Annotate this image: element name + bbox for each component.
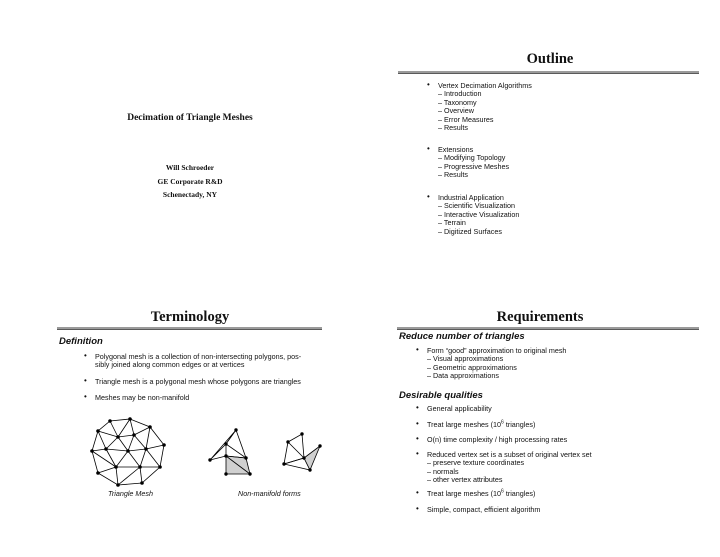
author-name: Will Schroeder: [165, 163, 215, 172]
non-manifold-figure: [200, 422, 330, 484]
slide-title: Decimation of Triangle Meshes: [127, 113, 253, 123]
req-bullet-form: [416, 347, 686, 381]
triangle-mesh-figure: [88, 417, 178, 489]
quality-subitem: – other vertex attributes: [427, 475, 503, 485]
exponent: 6: [501, 419, 504, 426]
outline-group-2: [427, 146, 687, 180]
req-subitem: – Data approximations: [427, 371, 499, 381]
outline-subitem: – Results: [438, 123, 468, 133]
author-block: [70, 161, 310, 202]
quality-large-meshes: [416, 421, 686, 429]
quality-text: O(n) time complexity / high processing rates: [427, 435, 568, 444]
quality-complexity: [416, 436, 686, 444]
bullet-icon: •: [84, 351, 87, 360]
outline-subitem: – Results: [438, 170, 468, 180]
req-subitem: – Visual approximations: [427, 354, 504, 364]
outline-group-label: Extensions: [438, 145, 474, 154]
quality-text: [427, 421, 686, 429]
quality-text-pre: Treat large meshes (10: [427, 420, 502, 429]
outline-subitem: – Interactive Visualization: [438, 209, 520, 219]
outline-subitem: – Progressive Meshes: [438, 161, 510, 171]
requirements-rule: [397, 327, 699, 330]
non-manifold-caption: Non-manifold forms: [238, 489, 301, 498]
definition-subheading: Definition: [59, 336, 103, 347]
outline-subitem: – Digitized Surfaces: [438, 226, 502, 236]
quality-vertex-subset: [416, 451, 686, 485]
quality-text: Simple, compact, efficient algorithm: [427, 505, 541, 514]
bullet-icon: •: [427, 80, 430, 89]
outline-group-label: Vertex Decimation Algorithms: [438, 81, 532, 90]
bullet-icon: •: [416, 488, 419, 497]
outline-subitem: – Terrain: [438, 218, 466, 228]
outline-subitem: – Error Measures: [438, 114, 494, 124]
quality-text-post: triangles): [503, 489, 536, 498]
quality-subitem: – normals: [427, 466, 459, 476]
author-affiliation: GE Corporate R&D: [157, 176, 223, 186]
term-bullet-text-cont: sibly joined along common edges or at vertices: [95, 360, 245, 370]
req-bullet-text: Form “good” approximation to original mesh: [427, 346, 567, 355]
bullet-icon: •: [416, 449, 419, 458]
term-bullet-3: [84, 394, 324, 402]
outline-subitem: – Overview: [438, 106, 474, 116]
desirable-subheading: Desirable qualities: [399, 390, 483, 401]
bullet-icon: •: [427, 144, 430, 153]
bullet-icon: •: [416, 345, 419, 354]
outline-heading: Outline: [526, 51, 574, 67]
quality-subitem: – preserve texture coordinates: [427, 458, 525, 468]
term-bullet-text: Triangle mesh is a polygonal mesh whose polygons are triangles: [95, 377, 301, 386]
term-bullet-2: [84, 378, 324, 386]
outline-rule: [398, 71, 699, 74]
term-bullet-1: [84, 353, 324, 370]
quality-text: Reduced vertex set is a subset of original vertex set: [427, 450, 592, 459]
outline-subitem: – Modifying Topology: [438, 153, 506, 163]
triangle-mesh-caption: Triangle Mesh: [108, 489, 154, 498]
terminology-rule: [57, 327, 322, 330]
quality-text: [427, 490, 686, 498]
bullet-icon: •: [427, 192, 430, 201]
bullet-icon: •: [416, 403, 419, 412]
bullet-icon: •: [84, 376, 87, 385]
reduce-subheading: Reduce number of triangles: [399, 331, 525, 342]
term-bullet-text: Meshes may be non-manifold: [95, 393, 190, 402]
exponent: 6: [501, 488, 504, 495]
quality-text: General applicability: [427, 404, 492, 413]
outline-group-1: [427, 82, 687, 132]
bullet-icon: •: [416, 434, 419, 443]
bullet-icon: •: [416, 419, 419, 428]
req-subitem: – Geometric approximations: [427, 362, 517, 372]
author-location: Schenectady, NY: [162, 190, 218, 199]
outline-subitem: – Taxonomy: [438, 97, 477, 107]
quality-text-post: triangles): [503, 420, 536, 429]
quality-large-meshes-2: [416, 490, 686, 498]
quality-general: [416, 405, 686, 413]
outline-subitem: – Scientific Visualization: [438, 201, 515, 211]
terminology-heading: Terminology: [150, 309, 230, 325]
outline-group-3: [427, 194, 687, 236]
requirements-heading: Requirements: [496, 309, 584, 325]
outline-group-label: Industrial Application: [438, 193, 504, 202]
outline-subitem: – Introduction: [438, 89, 482, 99]
quality-simple: [416, 506, 686, 514]
bullet-icon: •: [84, 392, 87, 401]
term-bullet-text: Polygonal mesh is a collection of non-intersecting polygons, pos-: [95, 352, 302, 361]
bullet-icon: •: [416, 504, 419, 513]
quality-text-pre: Treat large meshes (10: [427, 489, 502, 498]
